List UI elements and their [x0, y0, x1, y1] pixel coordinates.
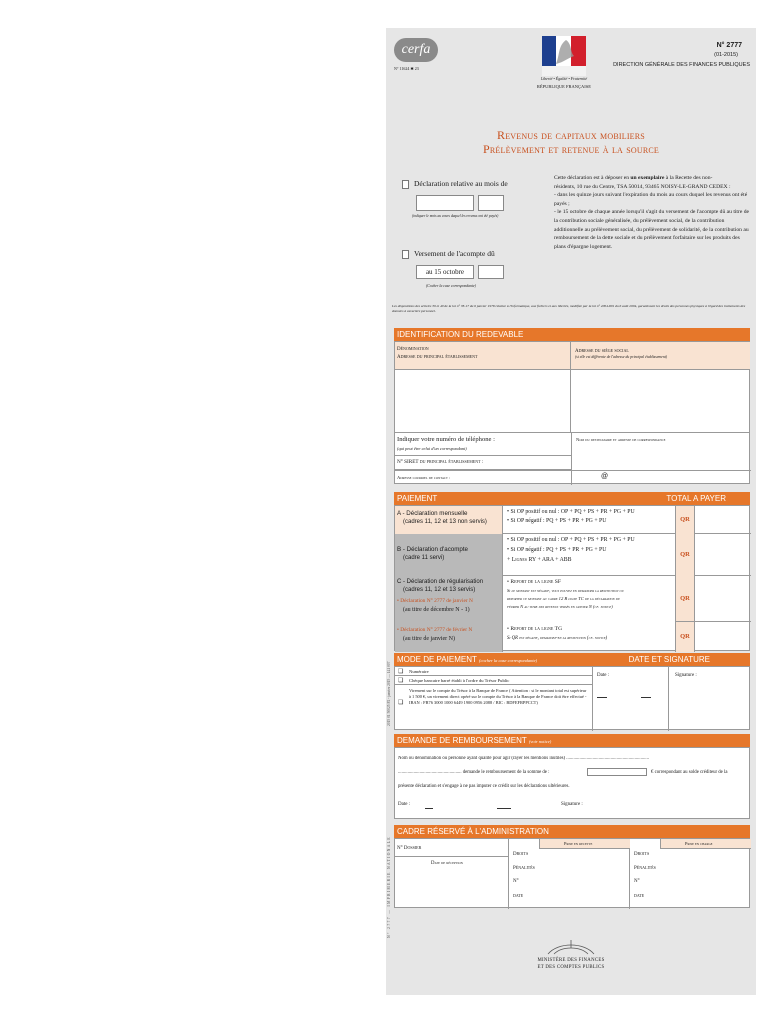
- row-a-formula-2: • Si OP négatif : PQ + PS + PR + PG + PU: [507, 518, 607, 524]
- row-a-formula-1: • Si OP positif ou nul : OP + PQ + PS + PR + PG + PU: [507, 509, 635, 515]
- opt2-label: Chèque bancaire barré établi à l'ordre du Trésor Public: [409, 678, 510, 683]
- row-b-hint: (cadre 11 servi): [403, 555, 445, 561]
- versement-label: Versement de l'acompte dû: [414, 249, 495, 258]
- at-sign: @: [601, 473, 609, 480]
- telephone-field[interactable]: [395, 432, 571, 456]
- admin-droits-1: Droits: [513, 852, 529, 857]
- remboursement-hint: (voir notice): [528, 739, 552, 744]
- row-b-formula-1: • Si OP positif ou nul : OP + PQ + PS + PR + PG + PU: [507, 537, 635, 543]
- courriel-field[interactable]: [395, 470, 751, 485]
- opt3-label: Virement sur le compte du Trésor à la Banque de France ( Attention : si le montant total est supérieur à 1 500 €, un virement direct opéré sur le compte du Trésor à la Banque de France doit être effectué - IBAN : FR76 3000 1000 6449 1900 0956 2088 / BIC : BDFEFRPPCCT): [409, 688, 587, 705]
- paiement-bar: [394, 492, 750, 505]
- siret-label: N° SIRET du principal établissement :: [397, 459, 484, 465]
- mode-panel: [394, 666, 750, 730]
- admin-dossier-label: N° Dossier: [397, 846, 422, 851]
- total-label: TOTAL A PAYER: [666, 494, 726, 503]
- siege-header: [571, 342, 750, 370]
- siege-hint: (si elle est différente de l'adresse du principal établissement): [575, 355, 668, 359]
- cerfa-number: N° 11624 ✱ 23: [394, 66, 419, 71]
- paiement-panel: [394, 505, 750, 651]
- paiement-row-c: [395, 576, 751, 652]
- mode-signature-label: Signature :: [675, 673, 697, 678]
- row-b-qr: QR: [675, 534, 695, 576]
- side-print-reference: 2015 01 50025 P2 - janvier 2015 — 141 007: [387, 661, 391, 726]
- row-c-decl-fevrier-hint: (au titre de janvier N): [403, 636, 455, 642]
- denomination-label: Dénomination: [397, 347, 429, 352]
- row-c-formula-5: • Report de la ligne TG: [507, 626, 563, 632]
- versement-year-input[interactable]: [478, 265, 504, 279]
- telephone-label: Indiquer votre numéro de téléphone :: [397, 436, 495, 443]
- opt3-checkbox[interactable]: ❏: [398, 700, 404, 706]
- admin-date-reception-label: Date de réception: [431, 861, 463, 866]
- mode-bar: [394, 653, 750, 666]
- row-c-decl-fevrier: • Déclaration N° 2777 de février N: [397, 627, 473, 633]
- versement-hint: (Cocher la case correspondante): [426, 284, 476, 288]
- opt1-label: Numéraire: [409, 669, 429, 674]
- legal-note: Les dispositions des articles 39 et 40 de la loi n° 78-17 du 6 janvier 1978 relative à l'informatique, aux fichiers et aux libertés, modifiée par la loi n° 2004-801 du 6 août 2004, garantissent les droits des personnes physiques à l'égard des traitements des données à caractère personnel.: [392, 304, 746, 313]
- declaration-month-input[interactable]: [416, 195, 474, 211]
- declaration-label: Déclaration relative au mois de: [414, 179, 508, 188]
- form-number: N° 2777: [716, 42, 742, 49]
- row-c-total-input-2[interactable]: [695, 622, 751, 652]
- remboursement-label: DEMANDE DE REMBOURSEMENT: [397, 736, 527, 745]
- courriel-label: Adresse courriel de contact :: [397, 475, 451, 480]
- direction-label: DIRECTION GÉNÉRALE DES FINANCES PUBLIQUES: [613, 62, 750, 68]
- mode-hint: (cocher la case correspondante): [478, 658, 538, 663]
- declaration-hint: (indiquer le mois au cours duquel les revenus ont été payés): [412, 214, 499, 218]
- side-imprimerie: N° 2777 — IMPRIMERIE NATIONALE: [387, 836, 391, 938]
- mode-date-label: Date :: [597, 673, 610, 678]
- mode-label: MODE DE PAIEMENT: [397, 655, 477, 664]
- denomination-input[interactable]: [395, 370, 571, 432]
- mode-signature-input[interactable]: [669, 667, 751, 731]
- admin-date-1: date: [513, 894, 524, 899]
- ministere-line-1: MINISTÈRE DES FINANCES: [537, 958, 605, 963]
- row-a-label: A - Déclaration mensuelle: [397, 510, 468, 517]
- ministere-logo-icon: [546, 938, 596, 956]
- identification-panel: [394, 341, 750, 484]
- marianne-logo: [542, 36, 586, 76]
- opt2-checkbox[interactable]: ❏: [398, 678, 404, 684]
- admin-numero-1: N°: [513, 879, 519, 884]
- remboursement-signature-label: Signature :: [561, 802, 583, 807]
- row-a-total-input[interactable]: [695, 506, 751, 534]
- form-title-1: Revenus de capitaux mobiliers: [497, 128, 645, 142]
- remboursement-panel: [394, 747, 750, 819]
- remboursement-line-3: présente déclaration et s'engage à ne pas imputer ce crédit sur les déclarations ultérieures.: [398, 784, 570, 789]
- row-b-formula-3: + Lignes RY + ARA + ABB: [507, 557, 572, 563]
- cerfa-form: [386, 28, 756, 995]
- paiement-row-b: [395, 534, 751, 576]
- admin-bar: CADRE RÉSERVÉ À L'ADMINISTRATION: [394, 825, 750, 838]
- denomination-header: [395, 342, 571, 370]
- date-signature-label: DATE ET SIGNATURE: [628, 655, 710, 664]
- admin-penalites-2: Pénalités: [634, 866, 656, 871]
- versement-date: au 15 octobre: [416, 265, 474, 279]
- admin-droits-2: Droits: [634, 852, 650, 857]
- row-c-formula-2: Si le montant est négatif, vous pouvez en demander la restitution ou: [507, 588, 624, 593]
- destinataire-label: Nom du destinataire et adresse de correspondance: [576, 437, 666, 442]
- cerfa-logo: cerfa: [394, 38, 438, 62]
- row-b-label: B - Déclaration d'acompte: [397, 546, 468, 553]
- admin-panel: [394, 838, 750, 908]
- row-b-total-input[interactable]: [695, 534, 751, 576]
- adresse-principal-label: Adresse du principal établissement: [397, 355, 478, 360]
- telephone-hint: (qui peut être celui d'un correspondant): [397, 446, 467, 451]
- siege-input[interactable]: [571, 370, 750, 432]
- admin-penalites-1: Pénalités: [513, 866, 535, 871]
- row-c-formula-6: Si QR est négatif, demandez-en la restitution (cf. notice): [507, 636, 608, 641]
- row-a-qr: QR: [675, 506, 695, 534]
- opt1-checkbox[interactable]: ❏: [398, 669, 404, 675]
- republic-name: RÉPUBLIQUE FRANÇAISE: [536, 84, 592, 89]
- admin-numero-2: N°: [634, 879, 640, 884]
- row-c-formula-1: • Report de la ligne SF: [507, 579, 561, 585]
- siret-field[interactable]: [395, 456, 571, 470]
- paiement-label: PAIEMENT: [397, 494, 438, 503]
- remboursement-line-2b: € correspondant au solde créditeur de la: [651, 770, 728, 775]
- remboursement-line-1: Nom ou dénomination ou personne ayant qualité pour agir (rayer les mentions inutiles) .....................................................................: [398, 756, 649, 761]
- admin-date-2: date: [634, 894, 645, 899]
- row-c-decl-janvier: • Déclaration N° 2777 de janvier N: [397, 598, 473, 604]
- row-c-qr-2: QR: [675, 622, 695, 652]
- row-c-formula-4: février N au titre des revenus versés en janvier N (cf. notice): [507, 604, 613, 609]
- republic-motto: Liberté • Égalité • Fraternité: [540, 76, 588, 81]
- remboursement-date-label: Date :: [398, 802, 411, 807]
- row-c-qr-1: QR: [675, 576, 695, 622]
- row-c-formula-3: reporter ce montant au cadre 12 B ligne TC de la déclaration de: [507, 596, 620, 601]
- ministere-line-2: ET DES COMPTES PUBLICS: [537, 965, 605, 970]
- adresse-siege-label: Adresse du siège social: [575, 349, 629, 354]
- form-title-2: Prélèvement et retenue à la source: [482, 142, 659, 156]
- declaration-checkbox[interactable]: [402, 180, 409, 189]
- declaration-year-input[interactable]: [478, 195, 504, 211]
- row-c-decl-janvier-hint: (au titre de décembre N - 1): [403, 607, 470, 613]
- admin-prise-charge-label: Prise en charge: [685, 841, 713, 846]
- paiement-row-a: [395, 506, 751, 534]
- form-date: (01-2015): [714, 52, 738, 58]
- admin-prise-recette-label: Prise en recette: [564, 841, 593, 846]
- remboursement-line-2a: ..................................................... demande le remboursement de la somme de :: [398, 770, 550, 775]
- identification-bar: IDENTIFICATION DU REDEVABLE: [394, 328, 750, 341]
- remboursement-bar: [394, 734, 750, 747]
- row-c-hint: (cadres 11, 12 et 13 servis): [403, 587, 476, 593]
- intro-text: Cette déclaration est à déposer en un exemplaire à la Recette des non- résidents, 10 rue du Centre, TSA 50014, 93465 NOISY-LE-GRAND CEDEX : - dans les quinze jours suivant l'expiration du mois au cours duquel les revenus ont été payés ; - le 15 octobre de chaque année lorsqu'il s'agit du versement de l'acompte dû au titre de la contribution sociale généralisée, du prélèvement social, de la contribution additionnelle au prélèvement social, du prélèvement de solidarité, de la contribution au remboursement de la dette sociale et du prélèvement forfaitaire sur les produits des plans d'épargne logement.: [554, 175, 750, 250]
- row-c-total-input-1[interactable]: [695, 576, 751, 622]
- row-a-hint: (cadres 11, 12 et 13 non servis): [403, 519, 487, 525]
- row-c-label: C - Déclaration de régularisation: [397, 579, 484, 585]
- versement-checkbox[interactable]: [402, 250, 409, 259]
- remboursement-amount-input[interactable]: [587, 768, 647, 776]
- row-b-formula-2: • Si OP négatif : PQ + PS + PR + PG + PU: [507, 547, 607, 553]
